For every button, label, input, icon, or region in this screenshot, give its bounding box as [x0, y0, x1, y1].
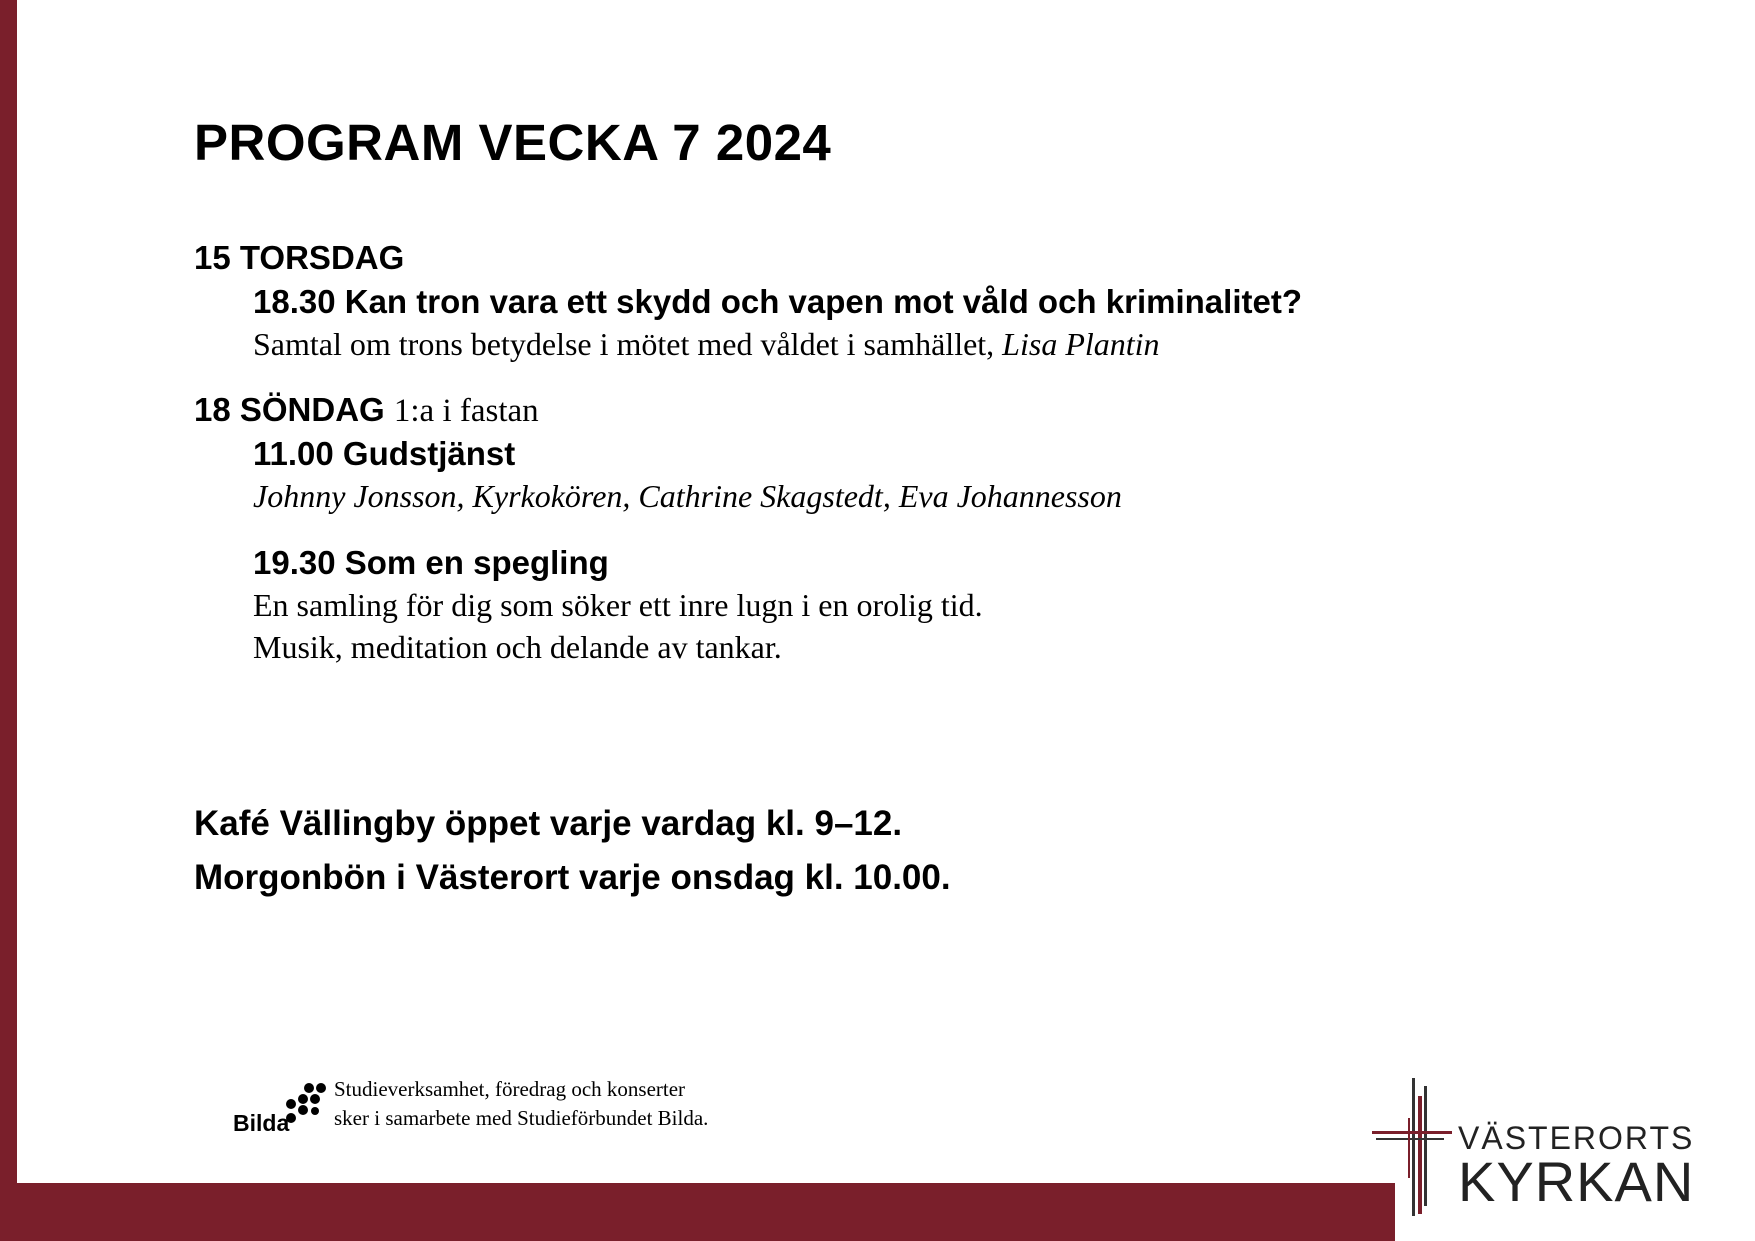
event-title: 19.30 Som en spegling: [253, 544, 609, 581]
event-description-line1: En samling för dig som söker ett inre lugn i en orolig tid.: [253, 587, 983, 623]
note-morning-prayer: Morgonbön i Västerort varje onsdag kl. 10.00.: [194, 858, 951, 897]
day-heading-thursday: [194, 238, 404, 278]
brand-line1: VÄSTERORTS: [1458, 1120, 1695, 1156]
event-participants: Johnny Jonsson, Kyrkokören, Cathrine Skagstedt, Eva Johannesson: [253, 478, 1122, 514]
bilda-logo-text: Bilda: [233, 1110, 290, 1136]
event-speaker: Lisa Plantin: [1002, 326, 1160, 362]
vasterorts-kyrkan-logo: [1372, 1078, 1702, 1218]
day-label: 15 TORSDAG: [194, 239, 405, 276]
note-cafe: Kafé Vällingby öppet varje vardag kl. 9–12.: [194, 804, 903, 843]
brand-line2: KYRKAN: [1458, 1150, 1695, 1213]
event-description-text: Samtal om trons betydelse i mötet med våldet i samhället,: [253, 326, 1003, 362]
left-accent-bar: [0, 0, 17, 1241]
day-heading-sunday: [194, 390, 539, 431]
cross-logo-icon: [1372, 1078, 1458, 1218]
event-title: 18.30 Kan tron vara ett skydd och vapen mot våld och kriminalitet?: [253, 283, 1302, 320]
bilda-info-line1: Studieverksamhet, föredrag och konserter: [334, 1077, 686, 1101]
bilda-logo: [233, 1078, 333, 1140]
page-title: PROGRAM VECKA 7 2024: [194, 114, 832, 171]
bottom-accent-bar: [0, 1183, 1395, 1241]
event-title: 11.00 Gudstjänst: [253, 435, 516, 472]
day-label: 18 SÖNDAG: [194, 391, 385, 428]
bilda-info-line2: sker i samarbete med Studieförbundet Bilda.: [334, 1106, 709, 1130]
day-subtitle: 1:a i fastan: [393, 393, 539, 429]
event-description-line2: Musik, meditation och delande av tankar.: [253, 629, 782, 665]
event-description: [253, 324, 1160, 364]
